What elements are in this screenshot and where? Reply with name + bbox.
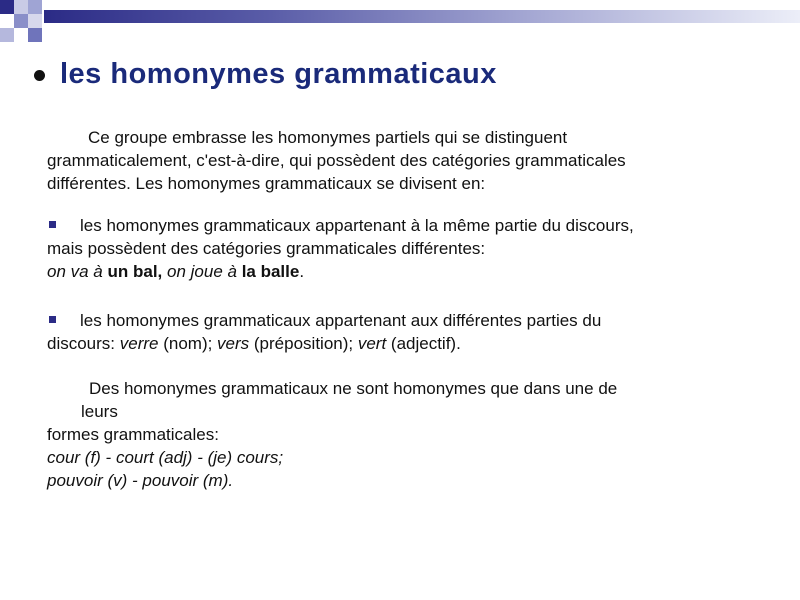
example-word: vert <box>357 334 387 353</box>
bullet-line <box>47 214 767 237</box>
closing-line: Des homonymes grammaticaux ne sont homonymes que dans une de <box>89 379 618 398</box>
bullet-text: les homonymes grammaticaux appartenant aux différentes parties du <box>80 311 602 330</box>
closing-line: formes grammaticales: <box>47 425 219 444</box>
example-line <box>47 260 767 283</box>
decorative-square <box>14 0 28 14</box>
square-bullet-icon <box>49 316 56 323</box>
closing-line: leurs <box>81 402 118 421</box>
bullet-text: (préposition); <box>249 334 358 353</box>
bullet-line <box>47 332 767 355</box>
bullet-line <box>47 309 767 332</box>
bullet-line: mais possèdent des catégories grammaticales différentes: <box>47 239 486 258</box>
example-bold: la balle <box>241 262 300 281</box>
bullet-text: (adjectif). <box>386 334 461 353</box>
bullet-text: les homonymes grammaticaux appartenant à la même partie du discours, <box>80 216 634 235</box>
bullet-item-same-part <box>47 214 767 283</box>
bullet-text: (nom); <box>158 334 218 353</box>
intro-line: grammaticalement, c'est-à-dire, qui possèdent des catégories grammaticales <box>47 151 626 170</box>
decorative-square <box>28 28 42 42</box>
decorative-square <box>28 0 42 14</box>
example-text: . <box>299 262 305 281</box>
example-bold: un bal, <box>107 262 163 281</box>
decorative-square <box>0 0 14 14</box>
decorative-square <box>28 14 42 28</box>
header-gradient-bar <box>44 10 800 23</box>
example-word: verre <box>119 334 159 353</box>
closing-paragraph <box>47 377 767 492</box>
slide-title: les homonymes grammaticaux <box>60 58 497 90</box>
example-text: on joue à <box>162 262 242 281</box>
example-text: on va à <box>47 262 108 281</box>
bullet-item-different-parts <box>47 309 767 355</box>
decorative-square <box>14 14 28 28</box>
square-bullet-icon <box>49 221 56 228</box>
intro-line: différentes. Les homonymes grammaticaux se divisent en: <box>47 174 486 193</box>
bullet-text: discours: <box>47 334 120 353</box>
decorative-square <box>0 28 14 42</box>
closing-example: cour (f) - court (adj) - (je) cours; <box>47 448 284 467</box>
intro-paragraph <box>47 126 747 195</box>
closing-example: pouvoir (v) - pouvoir (m). <box>47 471 234 490</box>
title-bullet-icon <box>34 70 45 81</box>
example-word: vers <box>217 334 250 353</box>
intro-line: Ce groupe embrasse les homonymes partiels qui se distinguent <box>88 128 568 147</box>
